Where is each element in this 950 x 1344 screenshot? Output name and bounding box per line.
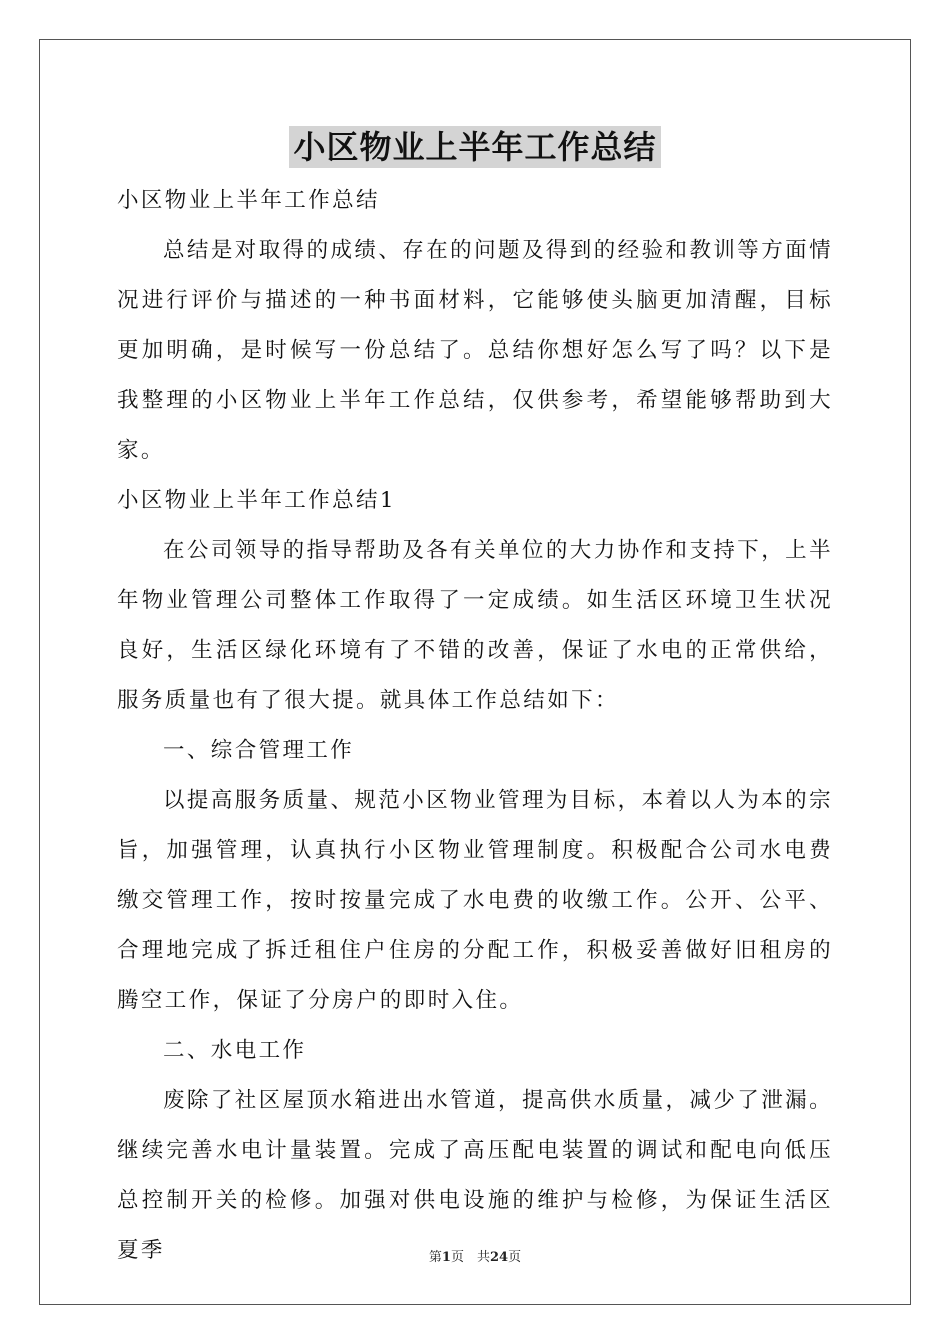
- footer-current-page: 1: [441, 1250, 451, 1265]
- paragraph: 以提高服务质量、规范小区物业管理为目标，本着以人为本的宗旨，加强管理，认真执行小区物业管理制度。积极配合公司水电费缴交管理工作，按时按量完成了水电费的收缴工作。公开、公平、合理地完成了拆迁租住户住房的分配工作，积极妥善做好旧租房的腾空工作，保证了分房户的即时入住。: [117, 788, 833, 1013]
- document-title: 小区物业上半年工作总结: [289, 126, 660, 168]
- paragraph: 总结是对取得的成绩、存在的问题及得到的经验和教训等方面情况进行评价与描述的一种书面材料，它能够使头脑更加清醒，目标更加明确，是时候写一份总结了。总结你想好怎么写了吗？以下是我整理的小区物业上半年工作总结，仅供参考，希望能够帮助到大家。: [117, 238, 833, 463]
- paragraph: 废除了社区屋顶水箱进出水管道，提高供水质量，减少了泄漏。继续完善水电计量装置。完成了高压配电装置的调试和配电向低压总控制开关的检修。加强对供电设施的维护与检修，为保证生活区夏季: [117, 1088, 833, 1263]
- document-title-wrap: [0, 122, 950, 168]
- paragraph: 小区物业上半年工作总结1: [117, 488, 396, 513]
- footer-mid: 页 共: [450, 1250, 490, 1265]
- footer-prefix: 第: [428, 1250, 442, 1265]
- paragraph: 小区物业上半年工作总结: [117, 188, 380, 213]
- footer-suffix: 页: [508, 1250, 522, 1265]
- paragraph: 在公司领导的指导帮助及各有关单位的大力协作和支持下，上半年物业管理公司整体工作取得了一定成绩。如生活区环境卫生状况良好，生活区绿化环境有了不错的改善，保证了水电的正常供给，服务质量也有了很大提。就具体工作总结如下：: [117, 538, 833, 713]
- paragraph: 一、综合管理工作: [163, 738, 355, 763]
- document-body: [117, 176, 833, 1276]
- page-footer: [0, 1246, 950, 1265]
- footer-total-pages: 24: [489, 1250, 509, 1265]
- paragraph: 二、水电工作: [163, 1038, 307, 1063]
